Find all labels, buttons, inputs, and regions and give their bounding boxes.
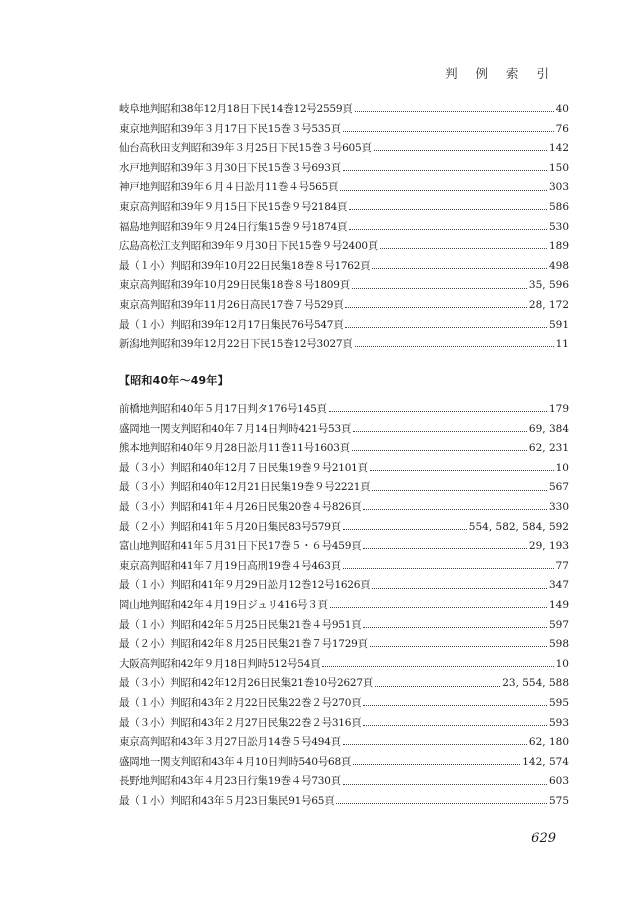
case-citation: 最（２小）判昭和41年５月20日集民83号579頁 xyxy=(119,520,341,533)
dot-leader xyxy=(336,803,547,804)
case-citation: 東京高判昭和39年11月26日高民17巻７号529頁 xyxy=(119,298,344,311)
page-references: 76 xyxy=(555,122,569,135)
case-citation: 最（１小）判昭和39年10月22日民集18巻８号1762頁 xyxy=(119,259,371,272)
case-citation: 最（３小）判昭和42年12月26日民集21巻10号2627頁 xyxy=(119,677,374,690)
case-entry xyxy=(119,100,569,120)
case-entry xyxy=(119,498,569,518)
dot-leader xyxy=(355,111,554,112)
dot-leader xyxy=(363,627,547,628)
page-references: 530 xyxy=(548,220,569,233)
case-citation: 盛岡地一関支判昭和40年７月14日判時421号53頁 xyxy=(119,422,352,435)
case-citation: 仙台高秋田支判昭和39年３月25日下民15巻３号605頁 xyxy=(119,142,372,155)
case-entry xyxy=(119,694,569,714)
case-citation: 水戸地判昭和39年３月30日下民15巻３号693頁 xyxy=(119,161,341,174)
page-references: 69, 384 xyxy=(528,422,569,435)
case-citation: 長野地判昭和43年４月23日行集19巻４号730頁 xyxy=(119,775,341,788)
case-entry xyxy=(119,792,569,812)
page-references: 10 xyxy=(555,461,569,474)
page-references: 595 xyxy=(548,696,569,709)
page-references: 598 xyxy=(548,638,569,651)
page-references: 23, 554, 588 xyxy=(502,677,569,690)
case-citation: 最（２小）判昭和42年８月25日民集21巻７号1729頁 xyxy=(119,638,368,651)
case-entry xyxy=(119,753,569,773)
page-references: 179 xyxy=(548,403,569,415)
page-references: 303 xyxy=(548,181,569,194)
dot-leader xyxy=(345,327,546,328)
case-list-showa-40s xyxy=(119,400,569,811)
page-references: 567 xyxy=(548,481,569,494)
case-entry xyxy=(119,335,569,355)
page-references: 498 xyxy=(548,259,569,272)
case-citation: 東京高判昭和39年９月15日下民15巻９号2184頁 xyxy=(119,200,348,213)
page-references: 603 xyxy=(548,775,569,788)
case-entry xyxy=(119,674,569,694)
case-entry xyxy=(119,772,569,792)
dot-leader xyxy=(349,229,547,230)
page-references: 29, 193 xyxy=(528,540,569,553)
dot-leader xyxy=(370,646,547,647)
case-entry xyxy=(119,616,569,636)
case-citation: 最（１小）判昭和42年５月25日民集21巻４号951頁 xyxy=(119,618,362,631)
dot-leader xyxy=(343,744,527,745)
dot-leader xyxy=(370,470,554,471)
page-references: 347 xyxy=(548,579,569,592)
case-entry xyxy=(119,139,569,159)
section-heading: 【昭和40年～49年】 xyxy=(119,374,229,387)
dot-leader xyxy=(355,346,554,347)
case-citation: 広島高松江支判昭和39年９月30日下民15巻９号2400頁 xyxy=(119,240,379,253)
dot-leader xyxy=(343,170,547,171)
case-citation: 最（１小）判昭和41年９月29日訟月12巻12号1626頁 xyxy=(119,579,371,592)
dot-leader xyxy=(352,288,527,289)
page-references: 554, 582, 584, 592 xyxy=(468,520,569,533)
dot-leader xyxy=(322,666,553,667)
page-references: 330 xyxy=(548,500,569,513)
case-entry xyxy=(119,178,569,198)
page-references: 62, 180 xyxy=(528,736,569,749)
dot-leader xyxy=(372,268,547,269)
case-entry xyxy=(119,576,569,596)
dot-leader xyxy=(353,431,527,432)
dot-leader xyxy=(374,150,547,151)
case-entry xyxy=(119,655,569,675)
dot-leader xyxy=(353,764,520,765)
dot-leader xyxy=(352,450,527,451)
page-references: 593 xyxy=(548,716,569,729)
case-citation: 岐阜地判昭和38年12月18日下民14巻12号2559頁 xyxy=(119,103,353,115)
case-entry xyxy=(119,159,569,179)
page-references: 10 xyxy=(555,657,569,670)
case-entry xyxy=(119,459,569,479)
case-citation: 最（１小）判昭和43年５月23日集民91号65頁 xyxy=(119,794,335,807)
case-entry xyxy=(119,120,569,140)
dot-leader xyxy=(329,411,547,412)
case-citation: 最（３小）判昭和40年12月21日民集19巻９号2221頁 xyxy=(119,481,371,494)
case-citation: 熊本地判昭和40年９月28日訟月11巻11号1603頁 xyxy=(119,442,350,455)
case-citation: 最（３小）判昭和40年12月７日民集19巻９号2101頁 xyxy=(119,461,368,474)
case-citation: 最（３小）判昭和41年４月26日民集20巻４号826頁 xyxy=(119,500,362,513)
page-references: 149 xyxy=(548,598,569,611)
case-entry xyxy=(119,237,569,257)
running-head: 判 例 索 引 xyxy=(445,66,556,81)
case-citation: 富山地判昭和41年５月31日下民17巻５・６号459頁 xyxy=(119,540,362,553)
case-citation: 東京高判昭和39年10月29日民集18巻８号1809頁 xyxy=(119,279,350,292)
case-entry xyxy=(119,439,569,459)
page-references: 597 xyxy=(548,618,569,631)
case-citation: 東京地判昭和39年３月17日下民15巻３号535頁 xyxy=(119,122,341,135)
case-citation: 神戸地判昭和39年６月４日訟月11巻４号565頁 xyxy=(119,181,339,194)
case-list-showa-30s xyxy=(119,100,569,355)
case-citation: 大阪高判昭和42年９月18日判時512号54頁 xyxy=(119,657,321,670)
dot-leader xyxy=(380,248,547,249)
dot-leader xyxy=(363,725,547,726)
dot-leader xyxy=(363,548,527,549)
case-entry xyxy=(119,198,569,218)
page-references: 586 xyxy=(548,200,569,213)
case-entry xyxy=(119,420,569,440)
case-citation: 最（１小）判昭和43年２月22日民集22巻２号270頁 xyxy=(119,696,362,709)
case-citation: 最（３小）判昭和43年２月27日民集22巻２号316頁 xyxy=(119,716,362,729)
case-entry xyxy=(119,400,569,420)
dot-leader xyxy=(363,509,547,510)
case-citation: 最（１小）判昭和39年12月17日集民76号547頁 xyxy=(119,318,344,331)
case-citation: 岡山地判昭和42年４月19日ジュリ416号３頁 xyxy=(119,598,328,611)
case-citation: 盛岡地一関支判昭和43年４月10日判時540号68頁 xyxy=(119,755,352,768)
dot-leader xyxy=(343,784,547,785)
case-entry xyxy=(119,296,569,316)
case-entry xyxy=(119,218,569,238)
dot-leader xyxy=(343,568,554,569)
case-entry xyxy=(119,478,569,498)
case-entry xyxy=(119,316,569,336)
case-entry xyxy=(119,537,569,557)
case-entry xyxy=(119,276,569,296)
dot-leader xyxy=(349,209,547,210)
case-entry xyxy=(119,518,569,538)
dot-leader xyxy=(363,705,547,706)
case-entry xyxy=(119,733,569,753)
page-references: 142 xyxy=(548,142,569,155)
dot-leader xyxy=(345,307,526,308)
dot-leader xyxy=(343,529,467,530)
case-entry xyxy=(119,557,569,577)
page-references: 11 xyxy=(555,338,569,351)
page-references: 62, 231 xyxy=(528,442,569,455)
page-references: 575 xyxy=(548,794,569,807)
page-references: 28, 172 xyxy=(528,298,569,311)
case-citation: 前橋地判昭和40年５月17日判タ176号145頁 xyxy=(119,403,327,415)
page-references: 591 xyxy=(548,318,569,331)
case-citation: 東京高判昭和43年３月27日訟月14巻５号494頁 xyxy=(119,736,341,749)
page-references: 189 xyxy=(548,240,569,253)
case-entry xyxy=(119,257,569,277)
page-references: 40 xyxy=(555,103,569,115)
case-entry xyxy=(119,714,569,734)
case-entry xyxy=(119,635,569,655)
dot-leader xyxy=(372,588,547,589)
dot-leader xyxy=(330,607,547,608)
page-references: 150 xyxy=(548,161,569,174)
case-citation: 福島地判昭和39年９月24日行集15巻９号1874頁 xyxy=(119,220,348,233)
page-references: 142, 574 xyxy=(522,755,569,768)
case-citation: 東京高判昭和41年７月19日高刑19巻４号463頁 xyxy=(119,559,341,572)
case-citation: 新潟地判昭和39年12月22日下民15巻12号3027頁 xyxy=(119,338,353,351)
page-number: 629 xyxy=(531,831,556,846)
case-entry xyxy=(119,596,569,616)
dot-leader xyxy=(343,131,554,132)
page-references: 77 xyxy=(555,559,569,572)
dot-leader xyxy=(340,190,547,191)
dot-leader xyxy=(372,490,547,491)
page-references: 35, 596 xyxy=(528,279,569,292)
dot-leader xyxy=(375,686,500,687)
